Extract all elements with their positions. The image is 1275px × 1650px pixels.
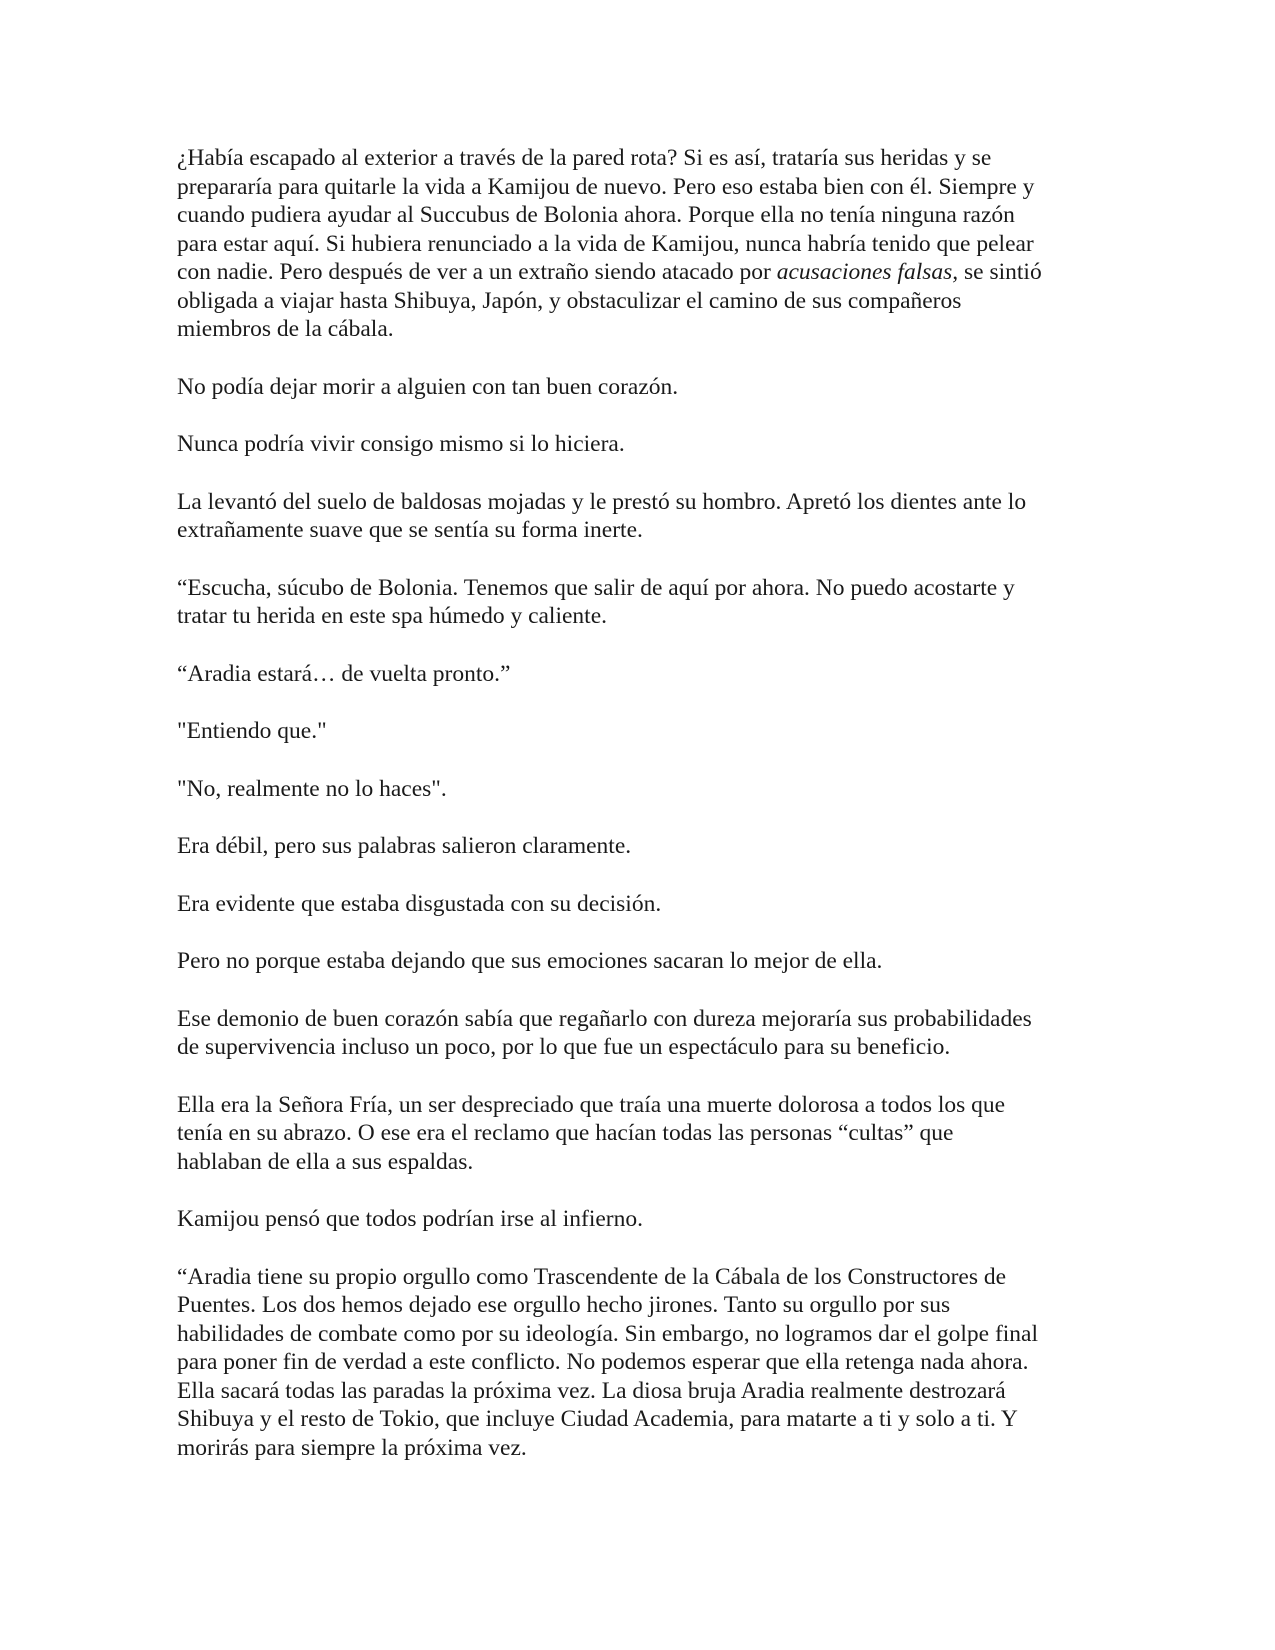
paragraph — [177, 1005, 1107, 1062]
text-line: Ese demonio de buen corazón sabía que regañarlo con dureza mejoraría sus probabilidades — [177, 1005, 1032, 1032]
text-run: con nadie. Pero después de ver a un extraño siendo atacado por — [177, 259, 777, 285]
text-line: Ella era la Señora Fría, un ser despreciado que traía una muerte dolorosa a todos los que — [177, 1091, 1006, 1118]
text-line: obligada a viajar hasta Shibuya, Japón, y obstaculizar el camino de sus compañeros — [177, 287, 962, 314]
text-line: “Aradia tiene su propio orgullo como Trascendente de la Cábala de los Constructores de — [177, 1263, 1007, 1290]
text-line — [177, 258, 1107, 287]
text-line: "No, realmente no lo haces". — [177, 775, 447, 802]
paragraph — [177, 373, 1107, 402]
text-line: “Escucha, súcubo de Bolonia. Tenemos que salir de aquí por ahora. No puedo acostarte y — [177, 574, 1015, 601]
text-line: Era débil, pero sus palabras salieron claramente. — [177, 833, 632, 859]
text-line: Pero no porque estaba dejando que sus emociones sacaran lo mejor de ella. — [177, 948, 883, 974]
text-line: Puentes. Los dos hemos dejado ese orgullo hecho jirones. Tanto su orgullo por sus — [177, 1292, 951, 1318]
text-line: tenía en su abrazo. O ese era el reclamo que hacían todas las personas “cultas” que — [177, 1120, 954, 1146]
paragraph — [177, 430, 1107, 459]
paragraph — [177, 775, 1107, 804]
paragraph — [177, 660, 1107, 689]
text-line: “Aradia estará… de vuelta pronto.” — [177, 660, 511, 687]
paragraph — [177, 890, 1107, 919]
text-line: prepararía para quitarle la vida a Kamijou de nuevo. Pero eso estaba bien con él. Siempre y — [177, 173, 1035, 200]
paragraph — [177, 1205, 1107, 1234]
paragraph — [177, 832, 1107, 861]
text-line: La levantó del suelo de baldosas mojadas y le prestó su hombro. Apretó los dientes ante lo — [177, 488, 1027, 515]
text-line: cuando pudiera ayudar al Succubus de Bolonia ahora. Porque ella no tenía ninguna razón — [177, 202, 1015, 228]
paragraph — [177, 1263, 1107, 1463]
body-text — [177, 144, 1107, 1491]
text-line: "Entiendo que." — [177, 718, 327, 744]
text-line: para poner fin de verdad a este conflicto. No podemos esperar que ella retenga nada ahora. — [177, 1349, 1029, 1375]
text-line: extrañamente suave que se sentía su forma inerte. — [177, 517, 643, 543]
text-line: hablaban de ella a sus espaldas. — [177, 1148, 474, 1175]
paragraph — [177, 144, 1107, 344]
text-line: Kamijou pensó que todos podrían irse al infierno. — [177, 1206, 643, 1232]
text-line: para estar aquí. Si hubiera renunciado a la vida de Kamijou, nunca habría tenido que pelear — [177, 230, 1034, 257]
text-line: miembros de la cábala. — [177, 316, 394, 342]
text-line: ¿Había escapado al exterior a través de la pared rota? Si es así, trataría sus heridas y se — [177, 145, 992, 171]
paragraph — [177, 947, 1107, 976]
paragraph — [177, 488, 1107, 545]
paragraph — [177, 1091, 1107, 1177]
italic-phrase: acusaciones falsas, — [776, 259, 959, 285]
text-line: de supervivencia incluso un poco, por lo que fue un espectáculo para su beneficio. — [177, 1034, 951, 1060]
text-run: se sintió — [958, 259, 1042, 285]
text-line: morirás para siempre la próxima vez. — [177, 1434, 527, 1461]
text-line: Shibuya y el resto de Tokio, que incluye Ciudad Academia, para matarte a ti y solo a ti. Y — [177, 1406, 1018, 1432]
text-line: habilidades de combate como por su ideología. Sin embargo, no logramos dar el golpe final — [177, 1320, 1039, 1347]
text-line: Era evidente que estaba disgustada con su decisión. — [177, 890, 662, 917]
text-line: No podía dejar morir a alguien con tan buen corazón. — [177, 373, 679, 400]
paragraph — [177, 574, 1107, 631]
text-line: Ella sacará todas las paradas la próxima vez. La diosa bruja Aradia realmente destrozará — [177, 1377, 1006, 1404]
text-line: tratar tu herida en este spa húmedo y caliente. — [177, 603, 607, 629]
text-line: Nunca podría vivir consigo mismo si lo hiciera. — [177, 431, 625, 457]
paragraph — [177, 717, 1107, 746]
